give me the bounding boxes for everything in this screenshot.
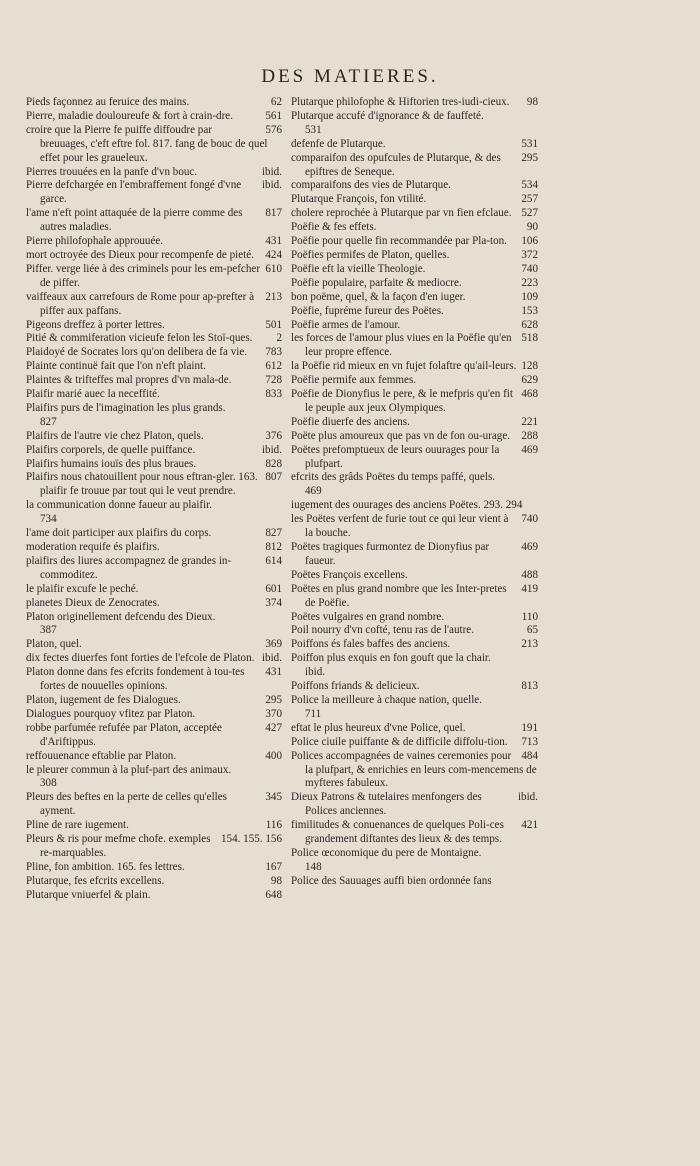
page-number: 431: [265, 235, 282, 248]
entry-text: Piffer. verge liée à des criminels pour les em-pefcher de piffer.: [26, 262, 261, 289]
index-entry: [26, 179, 284, 207]
page-number: ibid.: [305, 666, 326, 679]
entry-text: Platon donne dans fes efcrits fondement à tou-tes fortes de nouuelles opinions.: [26, 666, 245, 693]
page-number: 213: [265, 290, 282, 303]
page-number: 501: [265, 318, 282, 331]
entry-text: Poiffons friands & delicieux.: [291, 680, 420, 693]
page-number: 257: [521, 193, 538, 206]
index-entry: [26, 666, 284, 694]
page-number: 295: [265, 693, 282, 706]
entry-text: mort octroyée des Dieux pour recompenfe de pieté.: [26, 248, 254, 261]
page-number: 812: [265, 541, 282, 553]
page-number: 629: [521, 374, 538, 387]
page-number: 807: [265, 471, 282, 484]
page-number: 469: [521, 443, 538, 456]
index-entry: [26, 458, 284, 472]
index-entry: [26, 819, 284, 833]
page-number: 223: [521, 276, 538, 289]
page-number: 601: [265, 582, 282, 595]
page-number: ibid.: [261, 179, 282, 192]
page-number: 421: [521, 819, 538, 832]
entry-text: bon poëme, quel, & la façon d'en iuger.: [291, 290, 466, 303]
page-number: 98: [270, 874, 282, 887]
entry-text: Plaifirs humains iouïs des plus braues.: [26, 457, 197, 470]
entry-text: Plaifirs nous chatouillent pour nous eftran-gler. 163. plaifir fe trouue par tout qui le veut prendre.: [26, 471, 258, 498]
entry-text: dix fectes diuerfes font forties de l'efcole de Platon.: [26, 652, 255, 665]
index-entry: [291, 416, 540, 430]
page-number: 628: [521, 318, 538, 331]
page-number: 561: [265, 109, 282, 122]
index-entry: [291, 791, 540, 819]
page-number: ibid.: [261, 165, 282, 178]
entry-text: Poëtes tragiques furmontez de Dionyfius par faueur.: [291, 541, 490, 567]
page-number: ibid.: [517, 791, 538, 804]
entry-text: Pitié & commiferation vicieufe felon les Stoï-ques.: [26, 332, 253, 345]
index-entry: [291, 444, 540, 472]
index-entry: [26, 207, 284, 235]
index-entry: [26, 346, 284, 360]
page-number: 424: [265, 248, 282, 261]
page-number: 221: [521, 415, 538, 428]
entry-text: Platon, iugement de fes Dialogues.: [26, 693, 181, 706]
index-entry: [26, 499, 284, 527]
page-number: 576: [265, 123, 282, 136]
index-entry: [26, 638, 284, 652]
entry-text: Poiffons és fales baffes des anciens.: [291, 638, 451, 651]
page-number: 468: [521, 388, 538, 401]
index-entry: [291, 138, 540, 152]
entry-text: Polices accompagnées de vaines ceremonies pour la plufpart, & enrichies en leurs com-mencemens de myfteres fabuleux.: [291, 749, 537, 790]
index-entry: [26, 124, 284, 166]
index-column-left: [26, 96, 284, 903]
index-entry: [26, 875, 284, 889]
entry-text: Pleurs des beftes en la perte de celles qu'elles ayment.: [26, 791, 227, 818]
index-column-right: [291, 96, 540, 889]
page-number: 295: [521, 151, 538, 164]
index-entry: [26, 444, 284, 458]
index-entry: [26, 291, 284, 319]
entry-text: plaifirs des liures accompagnez de grandes in-commoditez.: [26, 554, 232, 581]
index-entry: [26, 110, 284, 124]
entry-text: Pleurs & ris pour mefme chofe. exemples re-marquables.: [26, 833, 211, 859]
index-entry: [26, 833, 284, 861]
entry-text: cholere reprochée à Plutarque par vn fien efclaue.: [291, 207, 512, 220]
index-entry: [26, 694, 284, 708]
page-number: 2: [276, 332, 282, 345]
entry-text: Poëfie eft la vieille Theologie.: [291, 262, 426, 275]
page-number: 191: [521, 721, 538, 734]
page-number: 288: [521, 429, 538, 442]
entry-text: Poëtes prefomptueux de leurs ouurages pour la plufpart.: [291, 443, 500, 470]
entry-text: Plaifirs purs de l'imagination les plus grands.: [26, 401, 226, 414]
page-number: 106: [521, 235, 538, 248]
entry-text: comparaifons des vies de Plutarque.: [291, 179, 451, 192]
page-number: 109: [521, 290, 538, 303]
index-entry: [291, 722, 540, 736]
page-number: 116: [265, 819, 282, 832]
page-number: 813: [521, 680, 538, 693]
entry-text: Poëfie permife aux femmes.: [291, 374, 417, 387]
index-entry: [291, 499, 540, 513]
index-entry: [291, 305, 540, 319]
page-number: 783: [265, 346, 282, 359]
entry-text: la Poëfie rid mieux en vn fujet folaftre qu'ail-leurs.: [291, 360, 517, 373]
page-number: 62: [270, 96, 282, 108]
page-number: 369: [265, 638, 282, 651]
entry-text: la communication donne faueur au plaifir.: [26, 499, 213, 512]
index-entry: [291, 736, 540, 750]
entry-text: Plaifirs corporels, de quelle puiffance.: [26, 443, 196, 456]
entry-text: Poëfie populaire, parfaite & mediocre.: [291, 276, 462, 289]
index-entry: [291, 277, 540, 291]
index-entry: [26, 360, 284, 374]
index-entry: [291, 541, 540, 569]
page-number: 374: [265, 596, 282, 609]
page-number: 419: [521, 582, 538, 595]
entry-text: planetes Dieux de Zenocrates.: [26, 596, 160, 609]
page-number: 728: [265, 374, 282, 387]
index-entry: [26, 722, 284, 750]
index-entry: [26, 611, 284, 639]
entry-text: l'ame n'eft point attaquée de la pierre comme des autres maladies.: [26, 207, 243, 234]
index-entry: [26, 96, 284, 110]
entry-text: defenfe de Plutarque.: [291, 137, 386, 150]
page-number: ibid.: [261, 652, 282, 665]
index-entry: [291, 207, 540, 221]
entry-text: Pigeons dreffez à porter lettres.: [26, 318, 165, 331]
page-number: 610: [265, 262, 282, 275]
index-entry: [291, 847, 540, 875]
entry-text: Pierre, maladie douloureufe & fort à crain-dre.: [26, 109, 233, 122]
index-entry: [291, 611, 540, 625]
index-entry: [291, 179, 540, 193]
index-entry: [26, 388, 284, 402]
page-number: 817: [265, 207, 282, 220]
index-entry: [291, 750, 540, 792]
index-entry: [26, 791, 284, 819]
page-number: 400: [265, 749, 282, 762]
entry-text: Dieux Patrons & tutelaires menfongers des Polices anciennes.: [291, 791, 482, 818]
entry-text: le plaifir excufe le peché.: [26, 582, 139, 595]
index-entry: [291, 235, 540, 249]
entry-text: Poëfie de Dionyfius le pere, & le mefpris qu'en fit le peuple aux jeux Olympiques.: [291, 388, 513, 414]
index-entry: [26, 263, 284, 291]
index-entry: [291, 680, 540, 694]
index-entry: [291, 96, 540, 110]
page-number: 213: [521, 638, 538, 651]
page-number: 469: [305, 485, 322, 498]
page-number: 148: [305, 860, 322, 873]
index-entry: [291, 193, 540, 207]
entry-text: Plutarque, fes efcrits excellens.: [26, 874, 165, 887]
page-number: 713: [521, 735, 538, 748]
entry-text: vaiffeaux aux carrefours de Rome pour ap-prefter à piffer aux paffans.: [26, 290, 255, 317]
entry-text: Plaidoyé de Socrates lors qu'on delibera de fa vie.: [26, 346, 248, 359]
page-number: 154. 155. 156: [220, 833, 282, 846]
page-number: 387: [40, 624, 57, 637]
entry-text: Poëfie & fes effets.: [291, 221, 377, 234]
index-entry: [291, 332, 540, 360]
entry-text: Plaifir marié auec la neceffité.: [26, 388, 160, 401]
page-number: 431: [265, 666, 282, 679]
entry-text: Plaifirs de l'autre vie chez Platon, quels.: [26, 429, 204, 442]
page-number: 827: [40, 415, 57, 428]
index-entry: [26, 555, 284, 583]
page-number: 740: [521, 513, 538, 526]
entry-text: Pierre defchargée en l'embraffement fongé d'vne garce.: [26, 179, 242, 206]
entry-text: Poëtes en plus grand nombre que les Inter-pretes de Poëfie.: [291, 582, 507, 609]
index-entry: [26, 166, 284, 180]
entry-text: Platon originellement defcendu des Dieux.: [26, 610, 216, 623]
entry-text: moderation requife és plaifirs.: [26, 541, 160, 553]
page-number: 531: [521, 137, 538, 150]
page-number: 648: [265, 888, 282, 901]
index-entry: [291, 471, 540, 499]
entry-text: Poëfie pour quelle fin recommandée par Pla-ton.: [291, 235, 507, 248]
index-entry: [291, 583, 540, 611]
index-entry: [26, 597, 284, 611]
entry-text: Pline, fon ambition. 165. fes lettres.: [26, 860, 185, 873]
page-number: 110: [521, 610, 538, 623]
entry-text: eftat le plus heureux d'vne Police, quel.: [291, 721, 466, 734]
page-number: 345: [265, 791, 282, 804]
index-entry: [291, 263, 540, 277]
entry-text: Poëfie armes de l'amour.: [291, 318, 401, 331]
entry-text: le pleurer commun à la pluf-part des animaux.: [26, 763, 232, 776]
page-number: 153: [521, 304, 538, 317]
index-entry: [291, 430, 540, 444]
page-number: 308: [40, 777, 57, 790]
entry-text: Pieds façonnez au feruice des mains.: [26, 96, 190, 108]
page-number: 614: [265, 554, 282, 567]
page-number: 828: [265, 457, 282, 470]
entry-text: Poëtes vulgaires en grand nombre.: [291, 610, 445, 623]
page-number: 65: [526, 624, 538, 637]
page-number: 484: [521, 749, 538, 762]
index-entry: [291, 819, 540, 847]
index-entry: [291, 513, 540, 541]
entry-text: Pline de rare iugement.: [26, 819, 129, 832]
index-entry: [26, 764, 284, 792]
entry-text: Plutarque accufé d'ignorance & de fauffeté.: [291, 109, 484, 122]
index-entry: [291, 624, 540, 638]
index-entry: [291, 152, 540, 180]
index-entry: [291, 388, 540, 416]
page-number: 372: [521, 248, 538, 261]
page-number: 534: [521, 179, 538, 192]
entry-text: Poëfie, fupréme fureur des Poëtes.: [291, 304, 444, 317]
page-number: 370: [265, 707, 282, 720]
page-number: 376: [265, 429, 282, 442]
entry-text: les forces de l'amour plus viues en la Poëfie qu'en leur propre effence.: [291, 332, 512, 359]
page-number: 527: [521, 207, 538, 220]
page-number: 98: [526, 96, 538, 108]
index-entry: [26, 402, 284, 430]
index-entry: [291, 374, 540, 388]
entry-text: efcrits des grâds Poëtes du temps paffé, quels.: [291, 471, 496, 484]
entry-text: Pierre philofophale approuuée.: [26, 235, 164, 248]
index-entry: [26, 319, 284, 333]
entry-text: Police la meilleure à chaque nation, quelle.: [291, 693, 482, 706]
index-entry: [26, 652, 284, 666]
index-entry: [26, 750, 284, 764]
entry-text: Plaintes & trifteffes mal propres d'vn mala-de.: [26, 374, 232, 387]
index-entry: [26, 861, 284, 875]
page-number: 90: [526, 221, 538, 234]
entry-text: Poil nourry d'vn cofté, tenu ras de l'autre.: [291, 624, 474, 637]
index-entry: [26, 430, 284, 444]
page-number: 833: [265, 388, 282, 401]
entry-text: Plainte continuë fait que l'on n'eft plaint.: [26, 360, 206, 373]
index-entry: [26, 708, 284, 722]
index-entry: [291, 110, 540, 138]
page-number: 827: [265, 527, 282, 540]
page-number: 469: [521, 541, 538, 553]
index-entry: [291, 638, 540, 652]
entry-text: les Poëtes verfent de furie tout ce qui leur vient à la bouche.: [291, 513, 509, 540]
index-entry: [291, 221, 540, 235]
index-entry: [26, 583, 284, 597]
entry-text: fimilitudes & conuenances de quelques Poli-ces grandement diftantes des lieux & des temps.: [291, 819, 504, 846]
entry-text: reffouuenance eftablie par Platon.: [26, 749, 177, 762]
page-number: 734: [40, 513, 57, 526]
entry-text: robbe parfumée refufée par Platon, acceptée d'Ariftippus.: [26, 721, 222, 748]
index-entry: [26, 374, 284, 388]
page-number: 488: [521, 568, 538, 581]
entry-text: Poëfies permifes de Platon, quelles.: [291, 248, 450, 261]
page-number: 128: [521, 360, 538, 373]
entry-text: Plutarque François, fon vtilité.: [291, 193, 427, 206]
index-entry: [26, 332, 284, 346]
entry-text: Platon, quel.: [26, 638, 82, 651]
index-entry: [291, 291, 540, 305]
index-entry: [26, 471, 284, 499]
index-entry: [26, 889, 284, 903]
entry-text: Poëtes François excellens.: [291, 568, 408, 581]
page-number: 167: [265, 860, 282, 873]
index-entry: [291, 875, 540, 889]
index-entry: [26, 527, 284, 541]
index-entry: [26, 249, 284, 263]
page-number: 531: [305, 123, 322, 136]
index-entry: [291, 694, 540, 722]
entry-text: Plutarque vniuerfel & plain.: [26, 888, 151, 901]
entry-text: Dialogues pourquoy vfitez par Platon.: [26, 707, 196, 720]
index-entry: [291, 360, 540, 374]
page-number: 427: [265, 721, 282, 734]
index-entry: [291, 249, 540, 263]
entry-text: l'ame doit participer aux plaifirs du corps.: [26, 527, 212, 540]
index-entry: [291, 652, 540, 680]
page-number: 740: [521, 262, 538, 275]
entry-text: Plutarque philofophe & Hiftorien tres-iudi-cieux.: [291, 96, 510, 108]
entry-text: Pierres trouuées en la panfe d'vn bouc.: [26, 165, 198, 178]
entry-text: Police des Sauuages auffi bien ordonnée fans: [291, 874, 492, 887]
entry-text: Poiffon plus exquis en fon gouft que la chair.: [291, 652, 491, 665]
entry-text: croire que la Pierre fe puiffe diffoudre par breuuages, c'eft eftre fol. 817. fang de bouc de quel effet pour les graueleux.: [26, 123, 268, 164]
index-entry: [26, 235, 284, 249]
index-entry: [26, 541, 284, 555]
page-number: 612: [265, 360, 282, 373]
entry-text: Police ciuile puiffante & de difficile diffolu-tion.: [291, 735, 508, 748]
entry-text: Poëte plus amoureux que pas vn de fon ou-urage.: [291, 429, 511, 442]
page-title: DES MATIERES.: [261, 66, 439, 87]
page-number: 711: [305, 707, 322, 720]
entry-text: comparaifon des opufcules de Plutarque, & des epiftres de Seneque.: [291, 151, 501, 178]
page-number: ibid.: [261, 443, 282, 456]
entry-text: Police œconomique du pere de Montaigne.: [291, 846, 482, 859]
index-entry: [291, 569, 540, 583]
entry-text: Poëfie diuerfe des anciens.: [291, 415, 410, 428]
entry-text: iugement des ouurages des anciens Poëtes. 293. 294: [291, 499, 523, 512]
index-entry: [291, 319, 540, 333]
page-number: 518: [521, 332, 538, 345]
